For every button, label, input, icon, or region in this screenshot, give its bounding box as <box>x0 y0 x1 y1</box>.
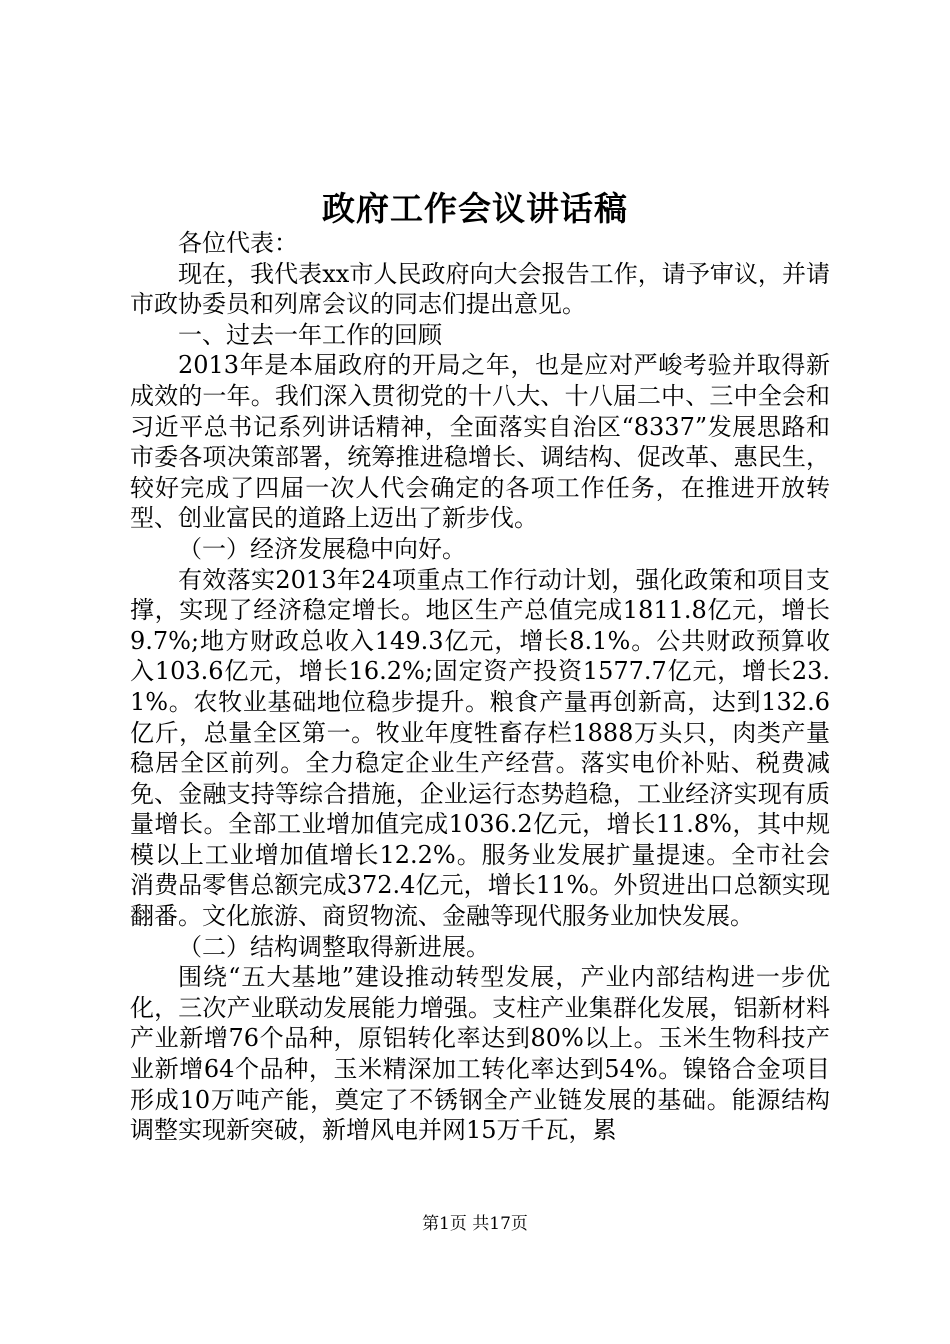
structure-paragraph: 围绕“五大基地”建设推动转型发展，产业内部结构进一步优化，三次产业联动发展能力增强。支柱产业集群化发展，铝新材料产业新增76个品种，原铝转化率达到80%以上。玉米生物科技产业新增64个品种，玉米精深加工转化率达到54%。镍铬合金项目形成10万吨产能，奠定了不锈钢全产业链发展的基础。能源结构调整实现新突破，新增风电并网15万千瓦，累 <box>130 963 830 1145</box>
subsection-heading-structure: （二）结构调整取得新进展。 <box>178 932 490 961</box>
section-heading: 一、过去一年工作的回顾 <box>178 320 442 349</box>
salutation-paragraph: 各位代表： <box>178 229 298 257</box>
review-paragraph: 2013年是本届政府的开局之年，也是应对严峻考验并取得新成效的一年。我们深入贯彻党的十八大、十八届二中、三中全会和习近平总书记系列讲话精神，全面落实自治区“8337”发展思路和市委各项决策部署，统筹推进稳增长、调结构、促改革、惠民生，较好完成了四届一次人代会确定的各项工作任务，在推进开放转型、创业富民的道路上迈出了新步伐。 <box>130 351 830 533</box>
page-footer: 第1页 共17页 <box>422 1214 528 1234</box>
subsection-heading-economy: （一）经济发展稳中向好。 <box>178 534 466 563</box>
economy-paragraph: 有效落实2013年24项重点工作行动计划，强化政策和项目支撑，实现了经济稳定增长。地区生产总值完成1811.8亿元，增长9.7%;地方财政总收入149.3亿元，增长8.1%。公共财政预算收入103.6亿元，增长16.2%;固定资产投资1577.7亿元，增长23.1%。农牧业基础地位稳步提升。粮食产量再创新高，达到132.6亿斤，总量全区第一。牧业年度牲畜存栏1888万头只，肉类产量稳居全区前列。全力稳定企业生产经营。落实电价补贴、税费减免、金融支持等综合措施，企业运行态势趋稳，工业经济实现有质量增长。全部工业增加值完成1036.2亿元，增长11.8%，其中规模以上工业增加值增长12.2%。服务业发展扩量提速。全市社会消费品零售总额完成372.4亿元，增长11%。外贸进出口总额实现翻番。文化旅游、商贸物流、金融等现代服务业加快发展。 <box>130 565 830 931</box>
document-title: 政府工作会议讲话稿 <box>322 189 628 228</box>
document-body <box>130 228 830 1146</box>
opening-paragraph: 现在，我代表xx市人民政府向大会报告工作，请予审议，并请市政协委员和列席会议的同志们提出意见。 <box>130 259 830 319</box>
